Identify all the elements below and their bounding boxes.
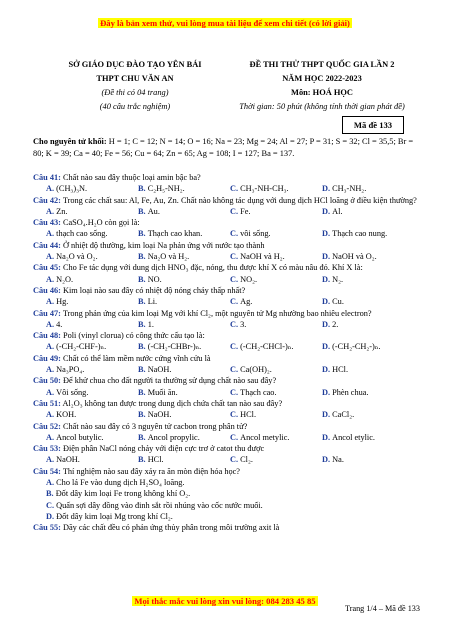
answer-row [33,341,425,352]
answer-letter: A. [46,432,57,442]
answer-text: KOH. [56,410,77,420]
answer-row [33,206,425,217]
answer-letter: B. [138,229,148,239]
answer-option [46,454,138,465]
answer-option [322,432,414,443]
answer-letter: A. [46,342,57,352]
answer-row [33,183,425,194]
question-stem [33,285,425,296]
question-text: Chất nào sau đây có 3 nguyên tử cacbon trong phân tử? [60,421,248,431]
question-stem [33,195,425,206]
answer-option [322,341,414,352]
answer-option [138,387,230,398]
answer-row [33,387,425,398]
answer-text: 2. [332,319,339,329]
answer-text: Ancol metylic. [240,432,290,442]
answer-text: Muối ăn. [147,387,178,397]
answer-text: Vôi sống. [56,387,89,397]
answer-option [322,387,414,398]
question-text: Al₂O₃ không tan được trong dung dịch chứa chất tan nào sau đây? [60,398,283,408]
answer-option [138,364,230,375]
answer-option [230,432,322,443]
answer-letter: D. [322,252,333,262]
answer-letter: B. [138,342,148,352]
answer-letter: D. [322,410,333,420]
question-text: Trong phản ứng của kim loại Mg với khí Cl₂, một nguyên tử Mg nhường bao nhiêu electron? [60,308,372,318]
department-name: SỞ GIÁO DỤC ĐÀO TẠO YÊN BÁI [68,60,202,69]
page-number: Trang 1/4 – Mã đề 133 [345,604,420,613]
answer-option [230,274,322,285]
answer-text: Cu. [332,297,344,307]
answer-letter: C. [230,274,241,284]
answer-text: NaOH. [56,455,80,465]
answer-option [230,409,322,420]
answer-letter: A. [46,478,57,488]
question-number: Câu 43: [33,218,61,228]
question-text: Dãy các chất đều có phản ứng thủy phân trong môi trường axit là [60,523,280,533]
question-text: Để khử chua cho đất người ta thường sử dụng chất nào sau đây? [60,376,277,386]
answer-letter: A. [46,206,57,216]
answer-option [138,251,230,262]
answer-option [33,500,425,511]
answer-option [322,183,414,194]
answer-row [33,364,425,375]
answer-letter: C. [230,229,241,239]
answer-letter: A. [46,387,57,397]
answer-text: CH₃-NH₂. [332,184,367,194]
answer-option [322,206,414,217]
answer-text: 3. [240,319,247,329]
answer-text: HCl. [147,455,164,465]
answer-letter: C. [230,387,241,397]
answer-text: HCl. [332,365,349,375]
answer-row [33,296,425,307]
answer-option [322,409,414,420]
exam-code-box: Mã đề 133 [342,116,404,134]
answer-letter: B. [138,184,148,194]
answer-text: Thạch cao. [240,387,277,397]
answer-letter: D. [322,387,333,397]
answer-text: (-CH₂-CH₂-)ₙ. [332,342,381,352]
answer-option [46,228,138,239]
answer-option [138,454,230,465]
answer-text: Na₃PO₄. [56,365,85,375]
exam-title: ĐỀ THI THỬ THPT QUỐC GIA LẦN 2 [249,60,395,69]
answer-letter: D. [322,274,333,284]
answer-text: Li. [147,297,158,307]
answer-letter: D. [322,365,333,375]
question-stem [33,466,425,477]
answer-text: Quấn sợi dây đồng vào đinh sắt rồi nhúng vào cốc nước muối. [56,500,263,510]
answer-letter: B. [138,432,148,442]
question-text: CaSO₄.H₂O còn gọi là: [60,218,140,228]
answer-option [138,206,230,217]
answer-row [33,432,425,443]
question-text: Điện phân NaCl nóng chảy với điện cực trơ ở catot thu được [60,444,265,454]
answer-option [230,228,322,239]
answer-option [46,183,138,194]
answer-option [138,183,230,194]
answer-letter: C. [230,342,241,352]
answer-option [230,183,322,194]
atomic-masses-label: Cho nguyên tử khối: [33,137,107,146]
answer-option [322,296,414,307]
answer-text: (CH₃)₃N. [56,184,88,194]
answer-text: Đốt dây kim loại Mg trong khí Cl₂. [56,511,173,521]
question-number: Câu 54: [33,466,61,476]
answer-letter: A. [46,410,57,420]
question-text: Chất nào sau đây thuộc loại amin bậc ba? [60,173,201,182]
answer-letter: D. [322,319,333,329]
answer-letter: C. [230,410,241,420]
answer-letter: C. [230,252,241,262]
answer-text: NO. [147,274,162,284]
answer-letter: B. [138,206,148,216]
answer-letter: A. [46,297,57,307]
question-stem [33,443,425,454]
answer-text: Na. [332,455,344,465]
answer-text: Đốt dây kim loại Fe trong không khí O₂. [55,489,191,499]
answer-option [230,251,322,262]
preview-banner [0,13,450,31]
answer-letter: D. [322,206,333,216]
question-text: Poli (vinyl clorua) có công thức cấu tạo là: [60,331,205,341]
answer-text: Zn. [56,206,68,216]
answer-option [230,296,322,307]
answer-option [322,228,414,239]
answer-letter: B. [138,455,148,465]
header-right [222,58,422,114]
question-stem [33,240,425,251]
answer-letter: C. [230,297,241,307]
question-stem [33,172,425,183]
preview-banner-text: Đây là bản xem thử, vui lòng mua tài liệu để xem chi tiết (có lời giải) [100,18,350,28]
question-stem [33,330,425,341]
answer-text: NaOH và O₂. [332,252,377,262]
answer-option [33,511,425,522]
question-number: Câu 47: [33,308,61,318]
answer-text: (-CH₂-CHF-)ₙ. [56,342,107,352]
question-stem [33,217,425,228]
answer-letter: C. [230,319,241,329]
answer-option [46,387,138,398]
school-name: THPT CHU VĂN AN [96,74,174,83]
answer-text: vôi sống. [240,229,271,239]
answer-text: CH₃-NH-CH₃. [240,184,289,194]
answer-text: Na₂O và H₂. [147,252,190,262]
answer-option [46,274,138,285]
question-number: Câu 42: [33,195,61,205]
answer-text: Ag. [240,297,253,307]
atomic-masses [33,136,423,160]
answer-text: NaOH. [147,410,172,420]
answer-text: 4. [56,319,63,329]
answer-row [33,454,425,465]
question-list [33,172,425,534]
answer-letter: C. [230,206,241,216]
answer-letter: B. [138,297,148,307]
answer-text: CaCl₂. [332,410,355,420]
answer-text: Phèn chua. [332,387,369,397]
question-stem [33,522,425,533]
answer-text: Au. [147,206,160,216]
answer-text: C₂H₅-NH₂. [147,184,185,194]
answer-letter: B. [138,252,148,262]
answer-option [46,206,138,217]
answer-option [230,454,322,465]
answer-option [230,387,322,398]
answer-letter: D. [322,432,333,442]
answer-letter: D. [322,455,333,465]
answer-option [138,296,230,307]
answer-option [230,341,322,352]
question-text: Kim loại nào sau đây có nhiệt độ nóng chảy thấp nhất? [60,285,246,295]
question-stem [33,262,425,273]
answer-row [33,274,425,285]
answer-letter: A. [46,184,57,194]
answer-option [33,477,425,488]
question-number: Câu 45: [33,263,61,273]
answer-text: Ca(OH)₂. [240,365,272,375]
answer-letter: D. [322,229,333,239]
subject: Môn: HOÁ HỌC [291,88,353,97]
answer-text: Al. [332,206,343,216]
question-text: Thí nghiệm nào sau đây xảy ra ăn mòn điện hóa học? [60,466,240,476]
answer-text: HCl. [240,410,257,420]
answer-letter: B. [138,274,148,284]
answer-letter: A. [46,274,57,284]
atomic-masses-values: H = 1; C = 12; N = 14; O = 16; Na = 23; Mg = 24; Al = 27; P = 31; S = 32; Cl = 35,5; Br = 80; K = 39; Ca = 40; Fe = 56; Cu = 64; Zn = 65; Ag = 108; I = 127; Ba = 137. [33,137,414,158]
answer-text: NaOH và H₂. [240,252,285,262]
question-number: Câu 51: [33,398,61,408]
question-number: Câu 50: [33,376,61,386]
time-limit: Thời gian: 50 phút (không tính thời gian phát đề) [239,102,405,111]
question-stem [33,398,425,409]
answer-option [138,228,230,239]
question-text: Cho Fe tác dụng với dung dịch HNO₃ đặc, nóng, thu được khí X có màu nâu đỏ. Khí X là: [60,263,363,273]
answer-letter: C. [230,455,241,465]
answer-option [46,341,138,352]
answer-option [322,251,414,262]
school-year: NĂM HỌC 2022-2023 [282,74,362,83]
answer-row [33,228,425,239]
question-text: Trong các chất sau: Al, Fe, Au, Zn. Chất nào không tác dụng với dung dịch HCl loãng ở điều kiện thường? [60,195,417,205]
answer-row [33,409,425,420]
answer-option [138,341,230,352]
answer-text: Ancol etylic. [332,432,375,442]
answer-letter: C. [230,432,241,442]
answer-row [33,319,425,330]
answer-letter: C. [230,365,241,375]
question-number: Câu 46: [33,285,61,295]
answer-option [46,409,138,420]
answer-option [138,319,230,330]
answer-letter: B. [138,410,148,420]
answer-text: NO₂. [240,274,258,284]
answer-option [230,364,322,375]
question-count-note: (40 câu trắc nghiệm) [99,102,171,111]
question-stem [33,308,425,319]
answer-text: Na₂O và O₂. [56,252,98,262]
answer-letter: A. [46,252,57,262]
question-number: Câu 48: [33,331,61,341]
answer-option [138,432,230,443]
answer-letter: D. [46,511,57,521]
answer-letter: C. [230,184,241,194]
answer-option [322,274,414,285]
answer-letter: B. [138,387,148,397]
question-number: Câu 52: [33,421,61,431]
question-stem [33,421,425,432]
question-number: Câu 53: [33,444,61,454]
answer-option [322,364,414,375]
answer-option [46,251,138,262]
answer-text: Thạch cao khan. [147,229,203,239]
answer-text: NaOH. [147,365,172,375]
answer-option [138,409,230,420]
page-count-note: (Đề thi có 04 trang) [101,88,169,97]
answer-option [230,206,322,217]
answer-letter: A. [46,365,57,375]
answer-letter: D. [322,184,333,194]
question-number: Câu 44: [33,240,61,250]
question-stem [33,353,425,364]
question-number: Câu 49: [33,353,61,363]
question-number: Câu 41: [33,173,61,182]
answer-text: Ancol propylic. [147,432,200,442]
answer-letter: D. [322,342,333,352]
answer-text: N₂. [332,274,344,284]
answer-text: Fe. [240,206,251,216]
question-stem [33,375,425,386]
answer-text: N₂O. [56,274,74,284]
answer-text: (-CH₂-CHCl-)ₙ. [240,342,294,352]
answer-text: thạch cao sống. [56,229,108,239]
answer-text: Hg. [56,297,69,307]
answer-letter: C. [46,500,57,510]
answer-letter: B. [138,365,148,375]
answer-option [138,274,230,285]
answer-option [46,364,138,375]
answer-option [33,488,425,499]
answer-option [322,454,414,465]
answer-option [230,319,322,330]
answer-text: Cl₂. [240,455,253,465]
answer-text: Thạch cao nung. [332,229,388,239]
answer-option [46,319,138,330]
answer-option [46,296,138,307]
header-left [40,58,230,114]
answer-text: Ancol butylic. [56,432,104,442]
answer-letter: A. [46,229,57,239]
answer-letter: A. [46,455,57,465]
answer-text: 1. [147,319,154,329]
answer-option [46,432,138,443]
answer-letter: D. [322,297,333,307]
answer-letter: B. [138,319,148,329]
question-number: Câu 55: [33,523,61,533]
question-text: Ở nhiệt độ thường, kim loại Na phản ứng với nước tạo thành [60,240,265,250]
answer-text: (-CH₂-CHBr-)ₙ. [147,342,202,352]
answer-letter: B. [46,489,56,499]
contact-footer-text: Mọi thắc mắc vui lòng xin vui lòng: 084 283 45 85 [134,596,316,606]
answer-option [322,319,414,330]
answer-text: Cho lá Fe vào dung dịch H₂SO₄ loãng. [56,478,185,488]
answer-letter: A. [46,319,57,329]
answer-row [33,251,425,262]
question-text: Chất có thể làm mềm nước cứng vĩnh cửu là [60,353,211,363]
